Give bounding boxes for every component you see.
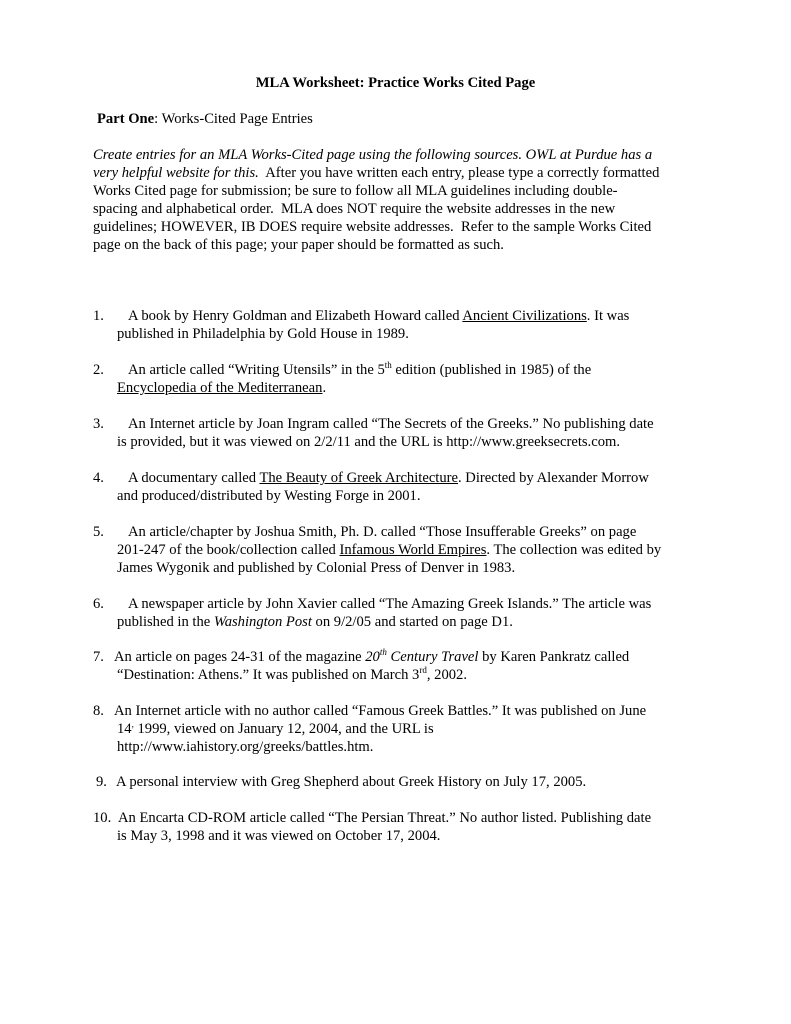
instructions-line: Works Cited page for submission; be sure to follow all MLA guidelines including double- xyxy=(93,182,618,199)
page-title: MLA Worksheet: Practice Works Cited Page xyxy=(255,75,536,91)
entry-text: An Internet article with no author called “Famous Greek Battles.” It was published on June xyxy=(114,703,647,719)
entry-text: A newspaper article by John Xavier called “The Amazing Greek Islands.” The article was xyxy=(128,596,652,612)
entry-number: 6. xyxy=(93,596,104,612)
entry-number: 10. xyxy=(93,810,112,826)
superscript: th xyxy=(379,647,387,658)
instructions-text: After you have written each entry, please type a correctly formatted xyxy=(258,164,660,181)
entry-line xyxy=(93,524,733,542)
source-title-number: 20 xyxy=(365,649,380,665)
entry-text: An article on pages 24-31 of the magazine xyxy=(114,649,366,665)
entry-number: 7. xyxy=(93,649,104,665)
entry-line: http://www.iahistory.org/greeks/battles.htm. xyxy=(117,738,374,755)
list-item-7 xyxy=(93,649,733,685)
instructions-line xyxy=(93,165,713,183)
entry-line xyxy=(93,362,733,380)
entry-text: , 2002. xyxy=(426,666,467,683)
list-item-10 xyxy=(93,810,733,846)
entry-text: . It was xyxy=(586,308,630,324)
entry-text: An article called “Writing Utensils” in the 5 xyxy=(128,362,385,378)
superscript: , xyxy=(131,719,134,730)
entry-text: A documentary called xyxy=(128,470,260,486)
source-title: Encyclopedia of the Mediterranean xyxy=(117,379,323,396)
entry-line: and produced/distributed by Westing Forge in 2001. xyxy=(117,487,421,504)
entry-line xyxy=(93,810,733,828)
entry-text: . xyxy=(322,379,327,396)
entry-number: 1. xyxy=(93,308,104,324)
source-title: Ancient Civilizations xyxy=(462,308,587,324)
entry-text: 201-247 of the book/collection called xyxy=(117,541,340,558)
source-title xyxy=(365,649,478,665)
entry-text: by Karen Pankratz called xyxy=(478,649,630,665)
entry-text: . Directed by Alexander Morrow xyxy=(458,470,649,486)
instructions-line: spacing and alphabetical order. MLA does NOT require the website addresses in the new xyxy=(93,200,616,217)
entry-line xyxy=(93,596,733,614)
entry-number: 2. xyxy=(93,362,104,378)
source-title-text: Century Travel xyxy=(386,649,479,665)
entry-line xyxy=(93,416,733,434)
entry-line: is provided, but it was viewed on 2/2/11 and the URL is http://www.greeksecrets.com. xyxy=(117,433,620,450)
instructions-line: guidelines; HOWEVER, IB DOES require website addresses. Refer to the sample Works Cited xyxy=(93,218,652,235)
entry-line: is May 3, 1998 and it was viewed on October 17, 2004. xyxy=(117,827,441,844)
entry-text: An article/chapter by Joshua Smith, Ph. D. called “Those Insufferable Greeks” on page xyxy=(128,524,637,540)
entry-number: 4. xyxy=(93,470,104,486)
entry-line xyxy=(93,614,733,632)
entry-line xyxy=(93,380,733,398)
list-item-6 xyxy=(93,596,733,632)
entry-number: 5. xyxy=(93,524,104,540)
source-title: The Beauty of Greek Architecture xyxy=(259,470,458,486)
entry-text: . The collection was edited by xyxy=(486,541,662,558)
instructions-line: Create entries for an MLA Works-Cited page using the following sources. OWL at Purdue has a xyxy=(93,147,653,163)
list-item-3 xyxy=(93,416,733,452)
entry-line xyxy=(96,774,736,792)
entry-line xyxy=(93,649,733,667)
entry-number: 9. xyxy=(96,774,107,790)
list-item-1 xyxy=(93,308,733,344)
entry-line xyxy=(93,721,733,739)
instructions-italic-text: very helpful website for this. xyxy=(93,164,259,181)
entry-text: “Destination: Athens.” It was published on March 3 xyxy=(117,666,420,683)
entry-text: A personal interview with Greg Shepherd about Greek History on July 17, 2005. xyxy=(116,774,587,790)
list-item-4 xyxy=(93,470,733,506)
entry-line xyxy=(93,308,733,326)
entry-text: 1999, viewed on January 12, 2004, and the URL is xyxy=(133,720,434,737)
list-item-2 xyxy=(93,362,733,398)
source-title: Washington Post xyxy=(213,613,312,630)
entry-line xyxy=(93,470,733,488)
entry-line: James Wygonik and published by Colonial Press of Denver in 1983. xyxy=(117,559,516,576)
entry-line xyxy=(93,667,733,685)
entry-text: A book by Henry Goldman and Elizabeth Howard called xyxy=(128,308,463,324)
source-title: Infamous World Empires xyxy=(339,541,487,558)
superscript: th xyxy=(384,360,392,371)
list-item-5 xyxy=(93,524,733,578)
instructions-paragraph xyxy=(93,147,713,254)
entry-text: edition (published in 1985) of the xyxy=(391,362,592,378)
entry-text: An Encarta CD-ROM article called “The Persian Threat.” No author listed. Publishing date xyxy=(118,810,652,826)
superscript: rd xyxy=(419,665,427,676)
instructions-line: page on the back of this page; your paper should be formatted as such. xyxy=(93,236,504,253)
list-item-9 xyxy=(96,774,736,792)
entry-text: An Internet article by Joan Ingram called “The Secrets of the Greeks.” No publishing date xyxy=(128,416,654,432)
part-heading-text: : Works-Cited Page Entries xyxy=(154,111,313,127)
entry-line xyxy=(93,703,733,721)
entry-number: 8. xyxy=(93,703,104,719)
entry-text: on 9/2/05 and started on page D1. xyxy=(311,613,513,630)
entry-number: 3. xyxy=(93,416,104,432)
part-heading-label: Part One xyxy=(97,111,155,127)
entry-text: 14 xyxy=(117,720,132,737)
list-item-8 xyxy=(93,703,733,757)
entry-text: published in the xyxy=(117,613,214,630)
entry-line: published in Philadelphia by Gold House in 1989. xyxy=(117,325,409,342)
entry-line xyxy=(93,542,733,560)
part-heading xyxy=(97,111,313,129)
